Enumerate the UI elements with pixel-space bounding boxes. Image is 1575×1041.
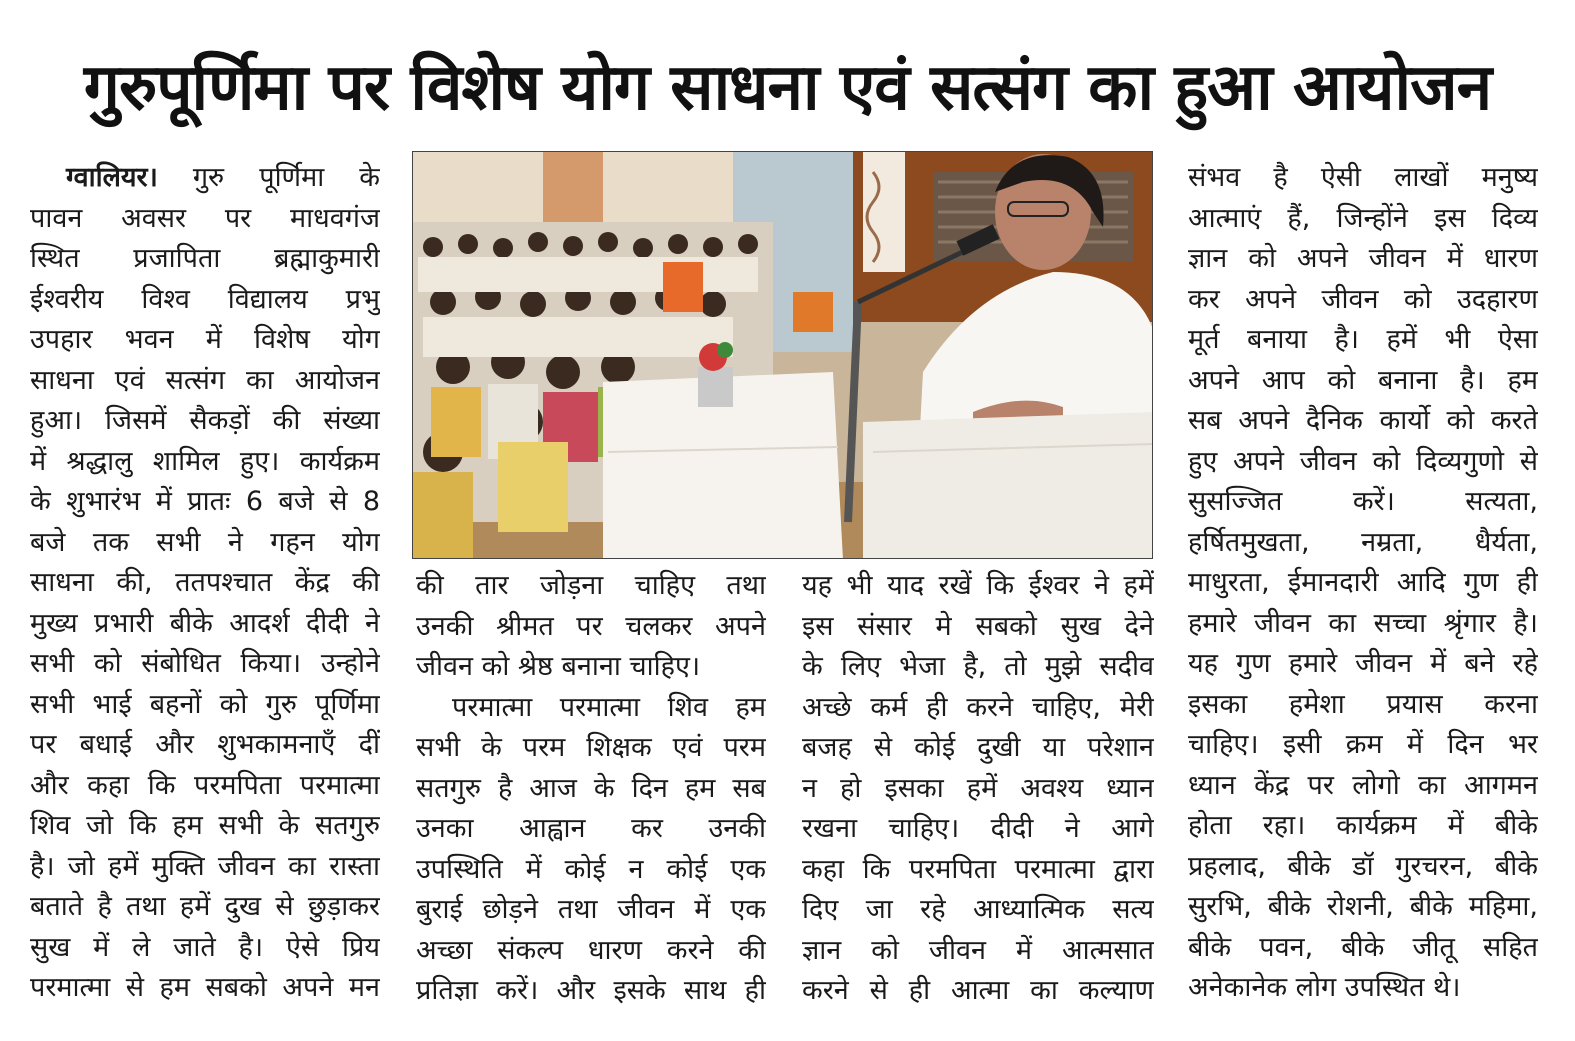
article-line: कहा कि परमपिता परमात्मा द्वारा <box>802 853 1154 885</box>
article-line: शिव जो कि हम सभी के सतगुरु <box>30 810 380 841</box>
article-line: संभव है ऐसी लाखों मनुष्य <box>1188 162 1538 193</box>
article-line: सभी को संबोधित किया। उन्होने <box>30 648 380 679</box>
article-line: उनका आह्वान कर उनकी <box>416 813 766 844</box>
article-column-1 <box>30 158 380 1008</box>
article-line: सब अपने दैनिक कार्यो को करते <box>1188 405 1538 436</box>
article-line: स्थित प्रजापिता ब्रह्माकुमारी <box>30 243 380 274</box>
article-column-3 <box>802 566 1154 1016</box>
article-line: कर अपने जीवन को उदहारण <box>1188 283 1538 315</box>
article-line: ज्ञान को जीवन में आत्मसात <box>802 934 1154 966</box>
article-line: परमात्मा से हम सबको अपने मन <box>30 972 380 1003</box>
article-line: है। जो हमें मुक्ति जीवन का रास्ता <box>30 850 380 882</box>
article-line: जीवन को श्रेष्ठ बनाना चाहिए। <box>416 651 701 682</box>
article-column-2 <box>416 566 766 1016</box>
article-line: सुख में ले जाते है। ऐसे प्रिय <box>30 931 380 963</box>
article-line: बताते है तथा हमें दुख से छुड़ाकर <box>30 891 380 922</box>
article-line: सुसज्जित करें। सत्यता, <box>1188 486 1538 517</box>
article-line: ईश्वरीय विश्व विद्यालय प्रभु <box>30 283 380 315</box>
article-line: सभी के परम शिक्षक एवं परम <box>416 732 766 763</box>
article-line: यह गुण हमारे जीवन में बने रहे <box>1188 648 1538 679</box>
article-line: करने से ही आत्मा का कल्याण <box>802 975 1154 1006</box>
headline: गुरुपूर्णिमा पर विशेष योग साधना एवं सत्संग का हुआ आयोजन <box>83 51 1492 125</box>
article-line: बजे तक सभी ने गहन योग <box>30 526 380 558</box>
article-line: हमारे जीवन का सच्चा श्रृंगार है। <box>1188 607 1538 639</box>
article-column-4 <box>1188 158 1538 1008</box>
article-line: सभी भाई बहनों को गुरु पूर्णिमा <box>30 688 380 720</box>
article-line: चाहिए। इसी क्रम में दिन भर <box>1188 729 1538 760</box>
article-line: साधना एवं सत्संग का आयोजन <box>30 364 380 396</box>
article-line: ज्ञान को अपने जीवन में धारण <box>1188 243 1538 274</box>
article-line: हुआ। जिसमें सैकड़ों की संख्या <box>30 405 380 436</box>
article-line: के लिए भेजा है, तो मुझे सदीव <box>802 651 1154 682</box>
news-photo <box>412 151 1153 559</box>
article-line: मुख्य प्रभारी बीके आदर्श दीदी ने <box>30 607 380 639</box>
article-line: बुराई छोड़ने तथा जीवन में एक <box>416 894 766 925</box>
article-line: प्रहलाद, बीके डॉ गुरचरन, बीके <box>1188 850 1538 882</box>
photo-illustration <box>413 152 1153 559</box>
article-line: सतगुरु है आज के दिन हम सब <box>416 772 766 804</box>
article-line: बजह से कोई दुखी या परेशान <box>802 732 1154 763</box>
article-line: उपस्थिति में कोई न कोई एक <box>416 853 766 885</box>
article-line: और कहा कि परमपिता परमात्मा <box>30 769 380 801</box>
article-line: हुए अपने जीवन को दिव्यगुणो से <box>1188 445 1538 477</box>
article-line: परमात्मा परमात्मा शिव हम <box>452 691 766 723</box>
article-line: न हो इसका हमें अवश्य ध्यान <box>802 772 1154 804</box>
article-line: आत्माएं हैं, जिन्होंने इस दिव्य <box>1188 202 1538 234</box>
article-line: बीके पवन, बीके जीतू सहित <box>1188 931 1538 963</box>
article-line: में श्रद्धालु शामिल हुए। कार्यक्रम <box>30 445 380 477</box>
article-line: ग्वालियर। गुरु पूर्णिमा के <box>66 162 380 193</box>
article-line: की तार जोड़ना चाहिए तथा <box>416 570 766 601</box>
dateline: ग्वालियर। <box>66 162 158 193</box>
article-line: उनकी श्रीमत पर चलकर अपने <box>416 610 766 642</box>
article-line: सुरभि, बीके रोशनी, बीके महिमा, <box>1188 891 1538 922</box>
article-line: होता रहा। कार्यक्रम में बीके <box>1188 810 1538 841</box>
article-line: के शुभारंभ में प्रातः 6 बजे से 8 <box>30 486 380 517</box>
article-line: पर बधाई और शुभकामनाएँ दीं <box>30 729 380 760</box>
article-line: अनेकानेक लोग उपस्थित थे। <box>1188 972 1461 1003</box>
article-line: इस संसार मे सबको सुख देने <box>802 610 1154 642</box>
article-line: इसका हमेशा प्रयास करना <box>1188 688 1538 720</box>
article-line: पावन अवसर पर माधवगंज <box>30 202 380 234</box>
article-line: माधुरता, ईमानदारी आदि गुण ही <box>1188 567 1538 598</box>
article-line: रखना चाहिए। दीदी ने आगे <box>802 813 1154 844</box>
article-line: उपहार भवन में विशेष योग <box>30 324 380 355</box>
article-line: मूर्त बनाया है। हमें भी ऐसा <box>1188 324 1538 355</box>
article-line: ध्यान केंद्र पर लोगो का आगमन <box>1188 769 1538 801</box>
article-line: अपने आप को बनाना है। हम <box>1188 364 1538 396</box>
article-line: अच्छे कर्म ही करने चाहिए, मेरी <box>802 691 1154 723</box>
article-line: हर्षितमुखता, नम्रता, धैर्यता, <box>1188 526 1538 558</box>
article-line: प्रतिज्ञा करें। और इसके साथ ही <box>416 975 766 1006</box>
article-line: साधना की, ततपश्चात केंद्र की <box>30 567 380 598</box>
article-line: अच्छा संकल्प धारण करने की <box>416 934 766 966</box>
article-line: यह भी याद रखें कि ईश्वर ने हमें <box>802 570 1154 601</box>
article-line: दिए जा रहे आध्यात्मिक सत्य <box>802 894 1154 925</box>
